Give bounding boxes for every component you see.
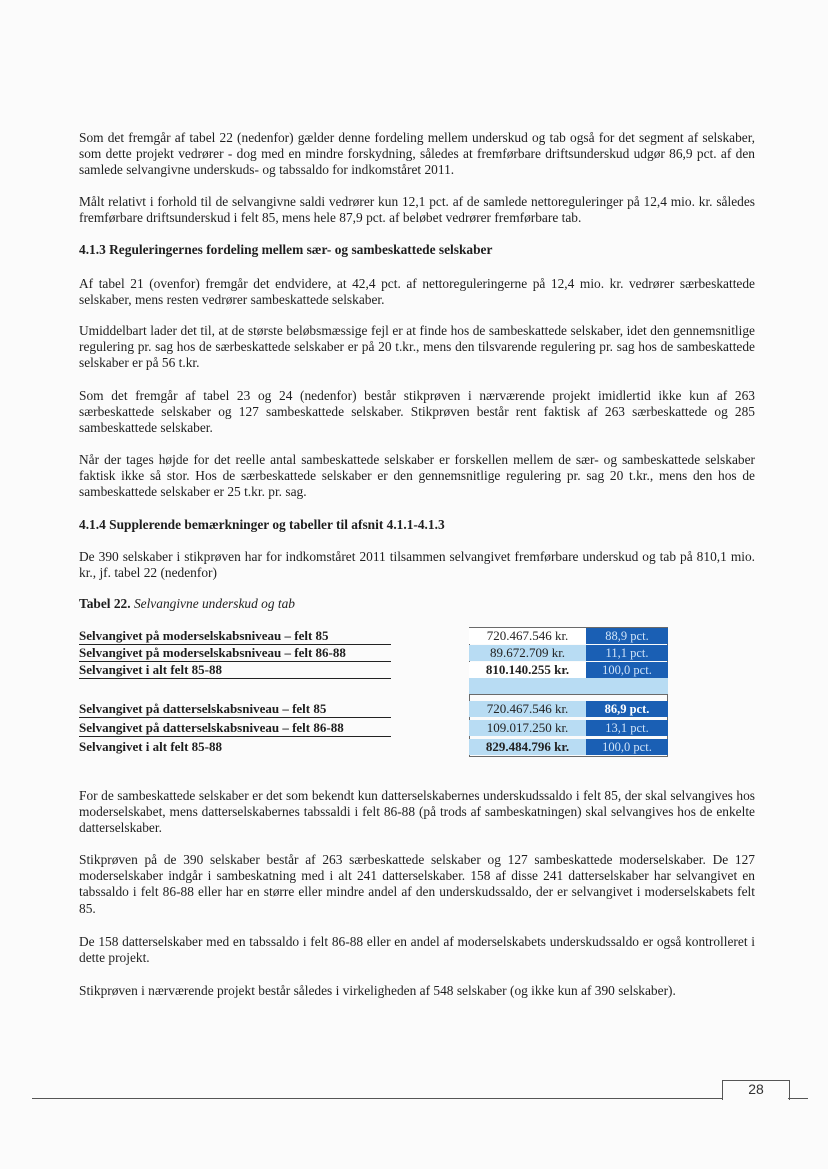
paragraph-sample-composition: Som det fremgår af tabel 23 og 24 (nedenfor) består stikprøven i nærværende projekt imidlertid ikke kun af 263 særbeskattede selskaber og 127 sambeskattede selskaber. Stikprøven består rent faktisk af 263 særbeskattede og 285 sambeskattede selskaber. (79, 388, 755, 436)
row-label: Selvangivet på datterselskabsniveau – felt 85 (79, 701, 391, 718)
table-caption-label: Tabel 22. (79, 596, 131, 611)
paragraph-tabel-21: Af tabel 21 (ovenfor) fremgår det endvidere, at 42,4 pct. af nettoreguleringerne på 12,4 mio. kr. vedrører særbeskattede selskaber, mens resten vedrører sambeskattede selskaber. (79, 276, 755, 308)
row-label: Selvangivet på datterselskabsniveau – felt 86-88 (79, 720, 391, 737)
paragraph-sample-390: Stikprøven på de 390 selskaber består af 263 særbeskattede selskaber og 127 sambeskattede moderselskaber. De 127 moderselskaber indgår i sambeskatning med i alt 241 datterselskaber. 158 af disse 241 datterselskaber har selvangivet en tabssaldo i felt 86-88 eller har en større eller mindre andel af den underskudssaldo, der er selvangivet i moderselskabets felt 85. (79, 852, 755, 916)
table-caption (79, 596, 295, 612)
row-percent: 100,0 pct. (586, 739, 668, 755)
row-label: Selvangivet i alt felt 85-88 (79, 739, 222, 754)
paragraph-390-companies: De 390 selskaber i stikprøven har for indkomståret 2011 tilsammen selvangivet fremførbare underskud og tab på 810,1 mio. kr., jf. tabel 22 (nedenfor) (79, 549, 755, 581)
paragraph-158-datter: De 158 datterselskaber med en tabssaldo i felt 86-88 eller en andel af moderselskabets underskudssaldo er også kontrolleret i dette projekt. (79, 934, 755, 966)
table-row (79, 720, 669, 736)
paragraph-548-companies: Stikprøven i nærværende projekt består således i virkeligheden af 548 selskaber (og ikke kun af 390 selskaber). (79, 983, 676, 998)
row-label: Selvangivet på moderselskabsniveau – felt 85 (79, 628, 391, 645)
row-percent: 86,9 pct. (586, 701, 668, 717)
row-amount: 89.672.709 kr. (469, 645, 586, 661)
row-amount: 720.467.546 kr. (469, 701, 586, 717)
footer-rule (32, 1098, 722, 1099)
heading-4-1-3: 4.1.3 Reguleringernes fordeling mellem sær- og sambeskattede selskaber (79, 242, 493, 257)
row-amount: 109.017.250 kr. (469, 720, 586, 736)
row-label: Selvangivet på moderselskabsniveau – felt 86-88 (79, 645, 391, 662)
table-row (79, 701, 669, 717)
table-spacer-row (469, 678, 668, 694)
row-amount: 810.140.255 kr. (469, 662, 586, 678)
page-number: 28 (748, 1081, 764, 1097)
table-row-total (79, 739, 669, 755)
paragraph-largest-errors: Umiddelbart lader det til, at de største beløbsmæssige fejl er at finde hos de sambeskattede selskaber, idet den gennemsnitlige regulering pr. sag hos de særbeskattede selskaber er på 20 t.kr., mens den tilsvarende regulering pr. sag hos de sambeskattede selskaber er på 56 t.kr. (79, 323, 755, 371)
row-percent: 100,0 pct. (586, 662, 668, 678)
row-amount: 829.484.796 kr. (469, 739, 586, 755)
paragraph-actual-count: Når der tages højde for det reelle antal sambeskattede selskaber er forskellen mellem de sær- og sambeskattede selskaber faktisk ikke så stor. Hos de særbeskattede selskaber er den gennemsnitlige regulering pr. sag 20 t.kr., mens den hos de sambeskattede selskaber er 25 t.kr. pr. sag. (79, 452, 755, 500)
heading-4-1-4: 4.1.4 Supplerende bemærkninger og tabeller til afsnit 4.1.1-4.1.3 (79, 517, 445, 532)
row-amount: 720.467.546 kr. (469, 628, 586, 644)
row-percent: 11,1 pct. (586, 645, 668, 661)
table-row (79, 628, 669, 644)
selvangivne-table (79, 627, 669, 757)
paragraph-sambeskattede: For de sambeskattede selskaber er det som bekendt kun datterselskabernes underskudssaldo i felt 85, der skal selvangives hos moderselskabet, mens datterselskabernes tabssaldi i felt 86-88 (på trods af sambeskatningen) skal selvangives hos de enkelte datterselskaber. (79, 788, 755, 836)
paragraph-segment-distribution: Som det fremgår af tabel 22 (nedenfor) gælder denne fordeling mellem underskud og tab også for det segment af selskaber, som dette projekt vedrører - dog med en mindre forskydning, således at fremførbare driftsunderskud udgør 86,9 pct. af den samlede selvangivne underskuds- og tabssaldo for indkomståret 2011. (79, 130, 755, 178)
table-row (79, 645, 669, 661)
row-percent: 88,9 pct. (586, 628, 668, 644)
footer-rule-tail (788, 1098, 808, 1099)
row-label: Selvangivet i alt felt 85-88 (79, 662, 391, 679)
paragraph-relative-measure: Målt relativt i forhold til de selvangivne saldi vedrører kun 12,1 pct. af de samlede nettoreguleringer på 12,4 mio. kr. således fremførbare driftsunderskud i felt 85, mens hele 87,9 pct. af beløbet vedrører fremførbare tab. (79, 194, 755, 226)
row-percent: 13,1 pct. (586, 720, 668, 736)
table-row-total (79, 662, 669, 678)
table-caption-title: Selvangivne underskud og tab (133, 596, 295, 611)
